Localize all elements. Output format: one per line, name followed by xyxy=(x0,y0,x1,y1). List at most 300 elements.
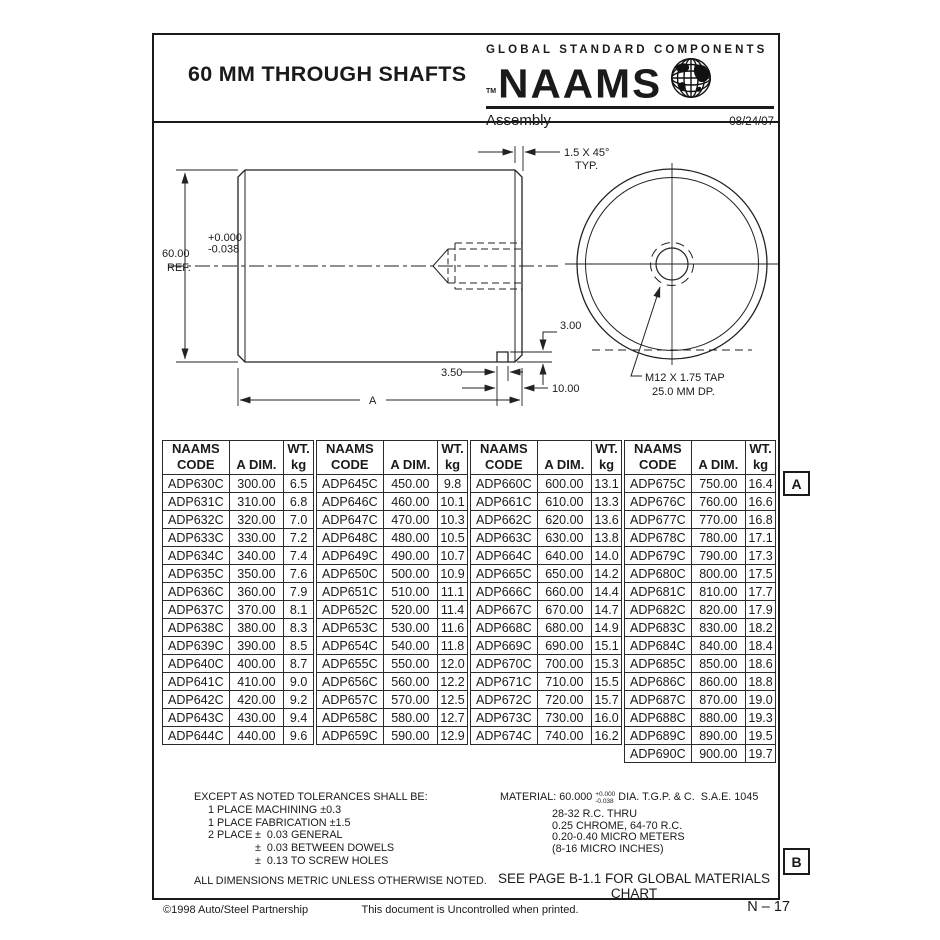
naams-code-cell: ADP676C xyxy=(625,493,692,511)
a-dim-cell: 390.00 xyxy=(229,637,284,655)
dim-length-a: A xyxy=(369,395,377,407)
naams-code-cell: ADP632C xyxy=(163,511,230,529)
dim-chamfer-typ: TYP. xyxy=(575,160,599,172)
naams-code-cell: ADP653C xyxy=(317,619,384,637)
a-dim-cell: 640.00 xyxy=(537,547,591,565)
weight-cell: 10.7 xyxy=(438,547,468,565)
weight-cell: 14.2 xyxy=(592,565,622,583)
table-row xyxy=(471,529,622,547)
table-row xyxy=(163,529,314,547)
naams-code-cell: ADP637C xyxy=(163,601,230,619)
a-dim-cell: 480.00 xyxy=(383,529,437,547)
a-dim-cell: 700.00 xyxy=(537,655,591,673)
a-dim-cell: 650.00 xyxy=(537,565,591,583)
tap-callout-line2: 25.0 MM DP. xyxy=(652,386,715,398)
a-dim-cell: 680.00 xyxy=(537,619,591,637)
naams-code-cell: ADP633C xyxy=(163,529,230,547)
naams-code-cell: ADP689C xyxy=(625,727,692,745)
naams-code-cell: ADP656C xyxy=(317,673,384,691)
size-table-group-2 xyxy=(316,440,468,745)
table-row xyxy=(317,547,468,565)
table-row xyxy=(625,511,776,529)
table-row xyxy=(625,601,776,619)
a-dim-cell: 780.00 xyxy=(691,529,745,547)
size-table-group-1 xyxy=(162,440,314,745)
a-dim-cell: 430.00 xyxy=(229,709,284,727)
table-row xyxy=(625,637,776,655)
naams-code-cell: ADP673C xyxy=(471,709,538,727)
table-row xyxy=(163,493,314,511)
a-dim-cell: 490.00 xyxy=(383,547,437,565)
table-row xyxy=(163,655,314,673)
weight-cell: 8.1 xyxy=(284,601,314,619)
note-line: 28-32 R.C. THRU xyxy=(552,808,637,820)
weight-cell: 18.8 xyxy=(746,673,776,691)
weight-cell: 12.5 xyxy=(438,691,468,709)
drawing-sheet xyxy=(152,33,780,900)
note-line: 1 PLACE FABRICATION ±1.5 xyxy=(208,816,351,829)
table-row xyxy=(163,601,314,619)
sheet-header xyxy=(154,35,778,129)
naams-code-cell: ADP687C xyxy=(625,691,692,709)
naams-code-cell: ADP681C xyxy=(625,583,692,601)
table-row xyxy=(625,583,776,601)
a-dim-cell: 470.00 xyxy=(383,511,437,529)
a-dim-cell: 690.00 xyxy=(537,637,591,655)
weight-cell: 10.3 xyxy=(438,511,468,529)
table-row xyxy=(163,637,314,655)
material-notes xyxy=(500,792,758,855)
naams-code-cell: ADP667C xyxy=(471,601,538,619)
a-dim-cell: 580.00 xyxy=(383,709,437,727)
weight-cell: 16.4 xyxy=(746,475,776,493)
a-dim-cell: 740.00 xyxy=(537,727,591,745)
weight-cell: 12.7 xyxy=(438,709,468,727)
weight-cell: 15.5 xyxy=(592,673,622,691)
naams-code-cell: ADP643C xyxy=(163,709,230,727)
naams-code-cell: ADP659C xyxy=(317,727,384,745)
naams-code-cell: ADP686C xyxy=(625,673,692,691)
weight-cell: 9.4 xyxy=(284,709,314,727)
naams-code-cell: ADP639C xyxy=(163,637,230,655)
naams-code-cell: ADP630C xyxy=(163,475,230,493)
a-dim-cell: 660.00 xyxy=(537,583,591,601)
table-row xyxy=(163,619,314,637)
table-row xyxy=(471,565,622,583)
table-row xyxy=(317,511,468,529)
table-row xyxy=(625,727,776,745)
table-row xyxy=(625,529,776,547)
a-dim-cell: 810.00 xyxy=(691,583,745,601)
material-spec: DIA. T.G.P. & C. S.A.E. 1045 xyxy=(618,791,759,803)
weight-cell: 17.3 xyxy=(746,547,776,565)
naams-code-cell: ADP649C xyxy=(317,547,384,565)
column-header: NAAMS CODE xyxy=(625,441,692,475)
a-dim-cell: 830.00 xyxy=(691,619,745,637)
table-row xyxy=(625,475,776,493)
naams-code-cell: ADP682C xyxy=(625,601,692,619)
a-dim-cell: 850.00 xyxy=(691,655,745,673)
a-dim-cell: 450.00 xyxy=(383,475,437,493)
a-dim-cell: 590.00 xyxy=(383,727,437,745)
weight-cell: 17.5 xyxy=(746,565,776,583)
weight-cell: 8.7 xyxy=(284,655,314,673)
naams-code-cell: ADP665C xyxy=(471,565,538,583)
weight-cell: 6.8 xyxy=(284,493,314,511)
zone-marker-a: A xyxy=(783,471,810,496)
a-dim-cell: 530.00 xyxy=(383,619,437,637)
weight-cell: 15.7 xyxy=(592,691,622,709)
table-row xyxy=(625,493,776,511)
table-row xyxy=(163,547,314,565)
a-dim-cell: 440.00 xyxy=(229,727,284,745)
weight-cell: 13.3 xyxy=(592,493,622,511)
table-row xyxy=(163,511,314,529)
naams-code-cell: ADP644C xyxy=(163,727,230,745)
weight-cell: 19.7 xyxy=(746,745,776,763)
table-row xyxy=(625,547,776,565)
weight-cell: 10.9 xyxy=(438,565,468,583)
weight-cell: 11.6 xyxy=(438,619,468,637)
logo-divider xyxy=(486,106,774,109)
naams-code-cell: ADP638C xyxy=(163,619,230,637)
a-dim-cell: 350.00 xyxy=(229,565,284,583)
a-dim-cell: 880.00 xyxy=(691,709,745,727)
column-header: A DIM. xyxy=(229,441,284,475)
weight-cell: 9.2 xyxy=(284,691,314,709)
weight-cell: 11.4 xyxy=(438,601,468,619)
naams-code-cell: ADP650C xyxy=(317,565,384,583)
weight-cell: 7.4 xyxy=(284,547,314,565)
two-place-lines xyxy=(255,829,394,867)
copyright-text: ©1998 Auto/Steel Partnership xyxy=(163,904,309,916)
table-row xyxy=(317,529,468,547)
weight-cell: 12.2 xyxy=(438,673,468,691)
weight-cell: 14.9 xyxy=(592,619,622,637)
weight-cell: 10.1 xyxy=(438,493,468,511)
naams-code-cell: ADP645C xyxy=(317,475,384,493)
table-row xyxy=(471,601,622,619)
table-row xyxy=(317,475,468,493)
naams-logo-block xyxy=(486,44,774,129)
a-dim-cell: 310.00 xyxy=(229,493,284,511)
uncontrolled-note: This document is Uncontrolled when printed. xyxy=(361,904,579,916)
a-dim-cell: 570.00 xyxy=(383,691,437,709)
note-line: ± 0.13 TO SCREW HOLES xyxy=(255,854,389,867)
weight-cell: 8.3 xyxy=(284,619,314,637)
dim-chamfer: 1.5 X 45° xyxy=(564,147,610,159)
material-label: MATERIAL: xyxy=(500,791,557,803)
weight-cell: 14.4 xyxy=(592,583,622,601)
two-place-label: 2 PLACE xyxy=(208,829,253,842)
table-row xyxy=(471,637,622,655)
naams-code-cell: ADP646C xyxy=(317,493,384,511)
naams-code-cell: ADP688C xyxy=(625,709,692,727)
dim-diameter-ref: REF. xyxy=(167,262,191,274)
weight-cell: 9.6 xyxy=(284,727,314,745)
naams-code-cell: ADP683C xyxy=(625,619,692,637)
a-dim-cell: 340.00 xyxy=(229,547,284,565)
weight-cell: 18.6 xyxy=(746,655,776,673)
column-header: NAAMS CODE xyxy=(471,441,538,475)
table-row xyxy=(163,583,314,601)
table-row xyxy=(317,655,468,673)
table-row xyxy=(163,727,314,745)
weight-cell: 15.3 xyxy=(592,655,622,673)
table-row xyxy=(471,709,622,727)
a-dim-cell: 320.00 xyxy=(229,511,284,529)
weight-cell: 19.5 xyxy=(746,727,776,745)
globe-icon xyxy=(668,57,714,104)
naams-code-cell: ADP675C xyxy=(625,475,692,493)
table-row xyxy=(163,691,314,709)
table-row xyxy=(625,565,776,583)
note-line: 0.20-0.40 MICRO METERS xyxy=(552,831,685,844)
naams-code-cell: ADP662C xyxy=(471,511,538,529)
table-row xyxy=(625,619,776,637)
weight-cell: 7.2 xyxy=(284,529,314,547)
tolerance-notes xyxy=(194,791,487,888)
zone-marker-b: B xyxy=(783,848,810,875)
naams-code-cell: ADP640C xyxy=(163,655,230,673)
naams-code-cell: ADP664C xyxy=(471,547,538,565)
weight-cell: 7.0 xyxy=(284,511,314,529)
column-header: WT. kg xyxy=(746,441,776,475)
weight-cell: 11.1 xyxy=(438,583,468,601)
table-row xyxy=(471,493,622,511)
brand-wordmark: NAAMS xyxy=(498,60,663,107)
note-line: 0.25 CHROME, 64-70 R.C. xyxy=(552,819,683,832)
column-header: A DIM. xyxy=(691,441,745,475)
a-dim-cell: 890.00 xyxy=(691,727,745,745)
a-dim-cell: 360.00 xyxy=(229,583,284,601)
weight-cell: 8.5 xyxy=(284,637,314,655)
dim-tolerance-minus: -0.038 xyxy=(208,243,240,256)
naams-code-cell: ADP684C xyxy=(625,637,692,655)
column-header: A DIM. xyxy=(537,441,591,475)
a-dim-cell: 610.00 xyxy=(537,493,591,511)
table-row xyxy=(625,673,776,691)
table-row xyxy=(163,475,314,493)
a-dim-cell: 510.00 xyxy=(383,583,437,601)
weight-cell: 19.0 xyxy=(746,691,776,709)
tolerance-lines xyxy=(208,804,487,830)
table-row xyxy=(317,709,468,727)
naams-code-cell: ADP631C xyxy=(163,493,230,511)
naams-code-cell: ADP661C xyxy=(471,493,538,511)
weight-cell: 9.0 xyxy=(284,673,314,691)
a-dim-cell: 840.00 xyxy=(691,637,745,655)
column-header: NAAMS CODE xyxy=(163,441,230,475)
brand-row xyxy=(486,57,774,107)
naams-code-cell: ADP642C xyxy=(163,691,230,709)
tolerance-title: EXCEPT AS NOTED TOLERANCES SHALL BE: xyxy=(194,791,428,803)
a-dim-cell: 720.00 xyxy=(537,691,591,709)
naams-code-cell: ADP663C xyxy=(471,529,538,547)
dim-tolerance-plus: +0.000 xyxy=(208,232,242,244)
note-line: ± 0.03 BETWEEN DOWELS xyxy=(255,842,395,855)
naams-code-cell: ADP648C xyxy=(317,529,384,547)
material-lines xyxy=(552,809,758,855)
a-dim-cell: 420.00 xyxy=(229,691,284,709)
table-row xyxy=(163,565,314,583)
a-dim-cell: 670.00 xyxy=(537,601,591,619)
naams-code-cell: ADP678C xyxy=(625,529,692,547)
weight-cell: 16.8 xyxy=(746,511,776,529)
material-tolerance: +0.000 -0.038 xyxy=(595,791,616,805)
table-row xyxy=(471,475,622,493)
weight-cell: 19.3 xyxy=(746,709,776,727)
naams-code-cell: ADP634C xyxy=(163,547,230,565)
a-dim-cell: 550.00 xyxy=(383,655,437,673)
naams-code-cell: ADP651C xyxy=(317,583,384,601)
table-row xyxy=(471,673,622,691)
table-row xyxy=(163,673,314,691)
weight-cell: 15.1 xyxy=(592,637,622,655)
a-dim-cell: 330.00 xyxy=(229,529,284,547)
column-header: A DIM. xyxy=(383,441,437,475)
table-row xyxy=(317,493,468,511)
a-dim-cell: 870.00 xyxy=(691,691,745,709)
page-number: N – 17 xyxy=(747,899,790,915)
weight-cell: 13.8 xyxy=(592,529,622,547)
naams-code-cell: ADP655C xyxy=(317,655,384,673)
table-row xyxy=(625,745,776,763)
weight-cell: 13.6 xyxy=(592,511,622,529)
naams-code-cell: ADP641C xyxy=(163,673,230,691)
a-dim-cell: 620.00 xyxy=(537,511,591,529)
weight-cell: 14.0 xyxy=(592,547,622,565)
dim-diameter: 60.00 xyxy=(162,248,190,260)
see-page-note: SEE PAGE B-1.1 FOR GLOBAL MATERIALS CHART xyxy=(497,871,771,901)
trademark-label: TM xyxy=(486,88,497,95)
naams-code-cell: ADP669C xyxy=(471,637,538,655)
naams-code-cell: ADP652C xyxy=(317,601,384,619)
weight-cell: 18.2 xyxy=(746,619,776,637)
naams-code-cell: ADP657C xyxy=(317,691,384,709)
dim-groove-width: 3.50 xyxy=(441,367,463,379)
weight-cell: 16.0 xyxy=(592,709,622,727)
weight-cell: 6.5 xyxy=(284,475,314,493)
naams-code-cell: ADP666C xyxy=(471,583,538,601)
a-dim-cell: 560.00 xyxy=(383,673,437,691)
naams-code-cell: ADP685C xyxy=(625,655,692,673)
a-dim-cell: 750.00 xyxy=(691,475,745,493)
weight-cell: 12.9 xyxy=(438,727,468,745)
naams-code-cell: ADP690C xyxy=(625,745,692,763)
naams-code-cell: ADP672C xyxy=(471,691,538,709)
a-dim-cell: 730.00 xyxy=(537,709,591,727)
a-dim-cell: 500.00 xyxy=(383,565,437,583)
table-row xyxy=(317,691,468,709)
table-row xyxy=(317,565,468,583)
table-row xyxy=(471,547,622,565)
a-dim-cell: 900.00 xyxy=(691,745,745,763)
table-row xyxy=(471,655,622,673)
technical-drawing xyxy=(154,121,780,437)
page-title: 60 MM THROUGH SHAFTS xyxy=(188,62,467,86)
dim-groove-depth: 3.00 xyxy=(560,320,582,332)
table-row xyxy=(317,673,468,691)
weight-cell: 18.4 xyxy=(746,637,776,655)
table-row xyxy=(471,727,622,745)
table-row xyxy=(317,619,468,637)
naams-code-cell: ADP674C xyxy=(471,727,538,745)
weight-cell: 9.8 xyxy=(438,475,468,493)
a-dim-cell: 370.00 xyxy=(229,601,284,619)
naams-code-cell: ADP654C xyxy=(317,637,384,655)
a-dim-cell: 600.00 xyxy=(537,475,591,493)
table-row xyxy=(317,601,468,619)
size-table-group-4 xyxy=(624,440,776,763)
a-dim-cell: 630.00 xyxy=(537,529,591,547)
table-row xyxy=(163,709,314,727)
a-dim-cell: 460.00 xyxy=(383,493,437,511)
naams-code-cell: ADP647C xyxy=(317,511,384,529)
table-row xyxy=(625,709,776,727)
note-line: 1 PLACE MACHINING ±0.3 xyxy=(208,803,342,816)
a-dim-cell: 820.00 xyxy=(691,601,745,619)
a-dim-cell: 860.00 xyxy=(691,673,745,691)
note-line: (8-16 MICRO INCHES) xyxy=(552,842,664,855)
naams-code-cell: ADP670C xyxy=(471,655,538,673)
weight-cell: 16.2 xyxy=(592,727,622,745)
column-header: WT. kg xyxy=(592,441,622,475)
a-dim-cell: 380.00 xyxy=(229,619,284,637)
naams-code-cell: ADP677C xyxy=(625,511,692,529)
a-dim-cell: 800.00 xyxy=(691,565,745,583)
table-row xyxy=(471,619,622,637)
weight-cell: 7.6 xyxy=(284,565,314,583)
metric-note: ALL DIMENSIONS METRIC UNLESS OTHERWISE NOTED. xyxy=(194,874,487,887)
table-row xyxy=(317,727,468,745)
table-row xyxy=(471,583,622,601)
size-table-group-3 xyxy=(470,440,622,745)
weight-cell: 10.5 xyxy=(438,529,468,547)
dim-groove-offset: 10.00 xyxy=(552,383,580,395)
brand-tagline: GLOBAL STANDARD COMPONENTS xyxy=(486,44,768,56)
weight-cell: 17.9 xyxy=(746,601,776,619)
weight-cell: 13.1 xyxy=(592,475,622,493)
material-diameter: 60.000 xyxy=(559,791,593,803)
a-dim-cell: 400.00 xyxy=(229,655,284,673)
naams-code-cell: ADP636C xyxy=(163,583,230,601)
weight-cell: 11.8 xyxy=(438,637,468,655)
a-dim-cell: 520.00 xyxy=(383,601,437,619)
naams-code-cell: ADP679C xyxy=(625,547,692,565)
weight-cell: 17.7 xyxy=(746,583,776,601)
a-dim-cell: 300.00 xyxy=(229,475,284,493)
weight-cell: 12.0 xyxy=(438,655,468,673)
table-row xyxy=(471,691,622,709)
a-dim-cell: 760.00 xyxy=(691,493,745,511)
sheet-subtitle: Assembly xyxy=(486,112,552,129)
a-dim-cell: 790.00 xyxy=(691,547,745,565)
naams-code-cell: ADP671C xyxy=(471,673,538,691)
table-row xyxy=(317,637,468,655)
naams-code-cell: ADP658C xyxy=(317,709,384,727)
naams-code-cell: ADP660C xyxy=(471,475,538,493)
weight-cell: 14.7 xyxy=(592,601,622,619)
weight-cell: 7.9 xyxy=(284,583,314,601)
extension-lines xyxy=(168,146,780,406)
a-dim-cell: 770.00 xyxy=(691,511,745,529)
a-dim-cell: 410.00 xyxy=(229,673,284,691)
column-header: WT. kg xyxy=(438,441,468,475)
dimension-lines xyxy=(185,152,660,400)
a-dim-cell: 710.00 xyxy=(537,673,591,691)
weight-cell: 16.6 xyxy=(746,493,776,511)
